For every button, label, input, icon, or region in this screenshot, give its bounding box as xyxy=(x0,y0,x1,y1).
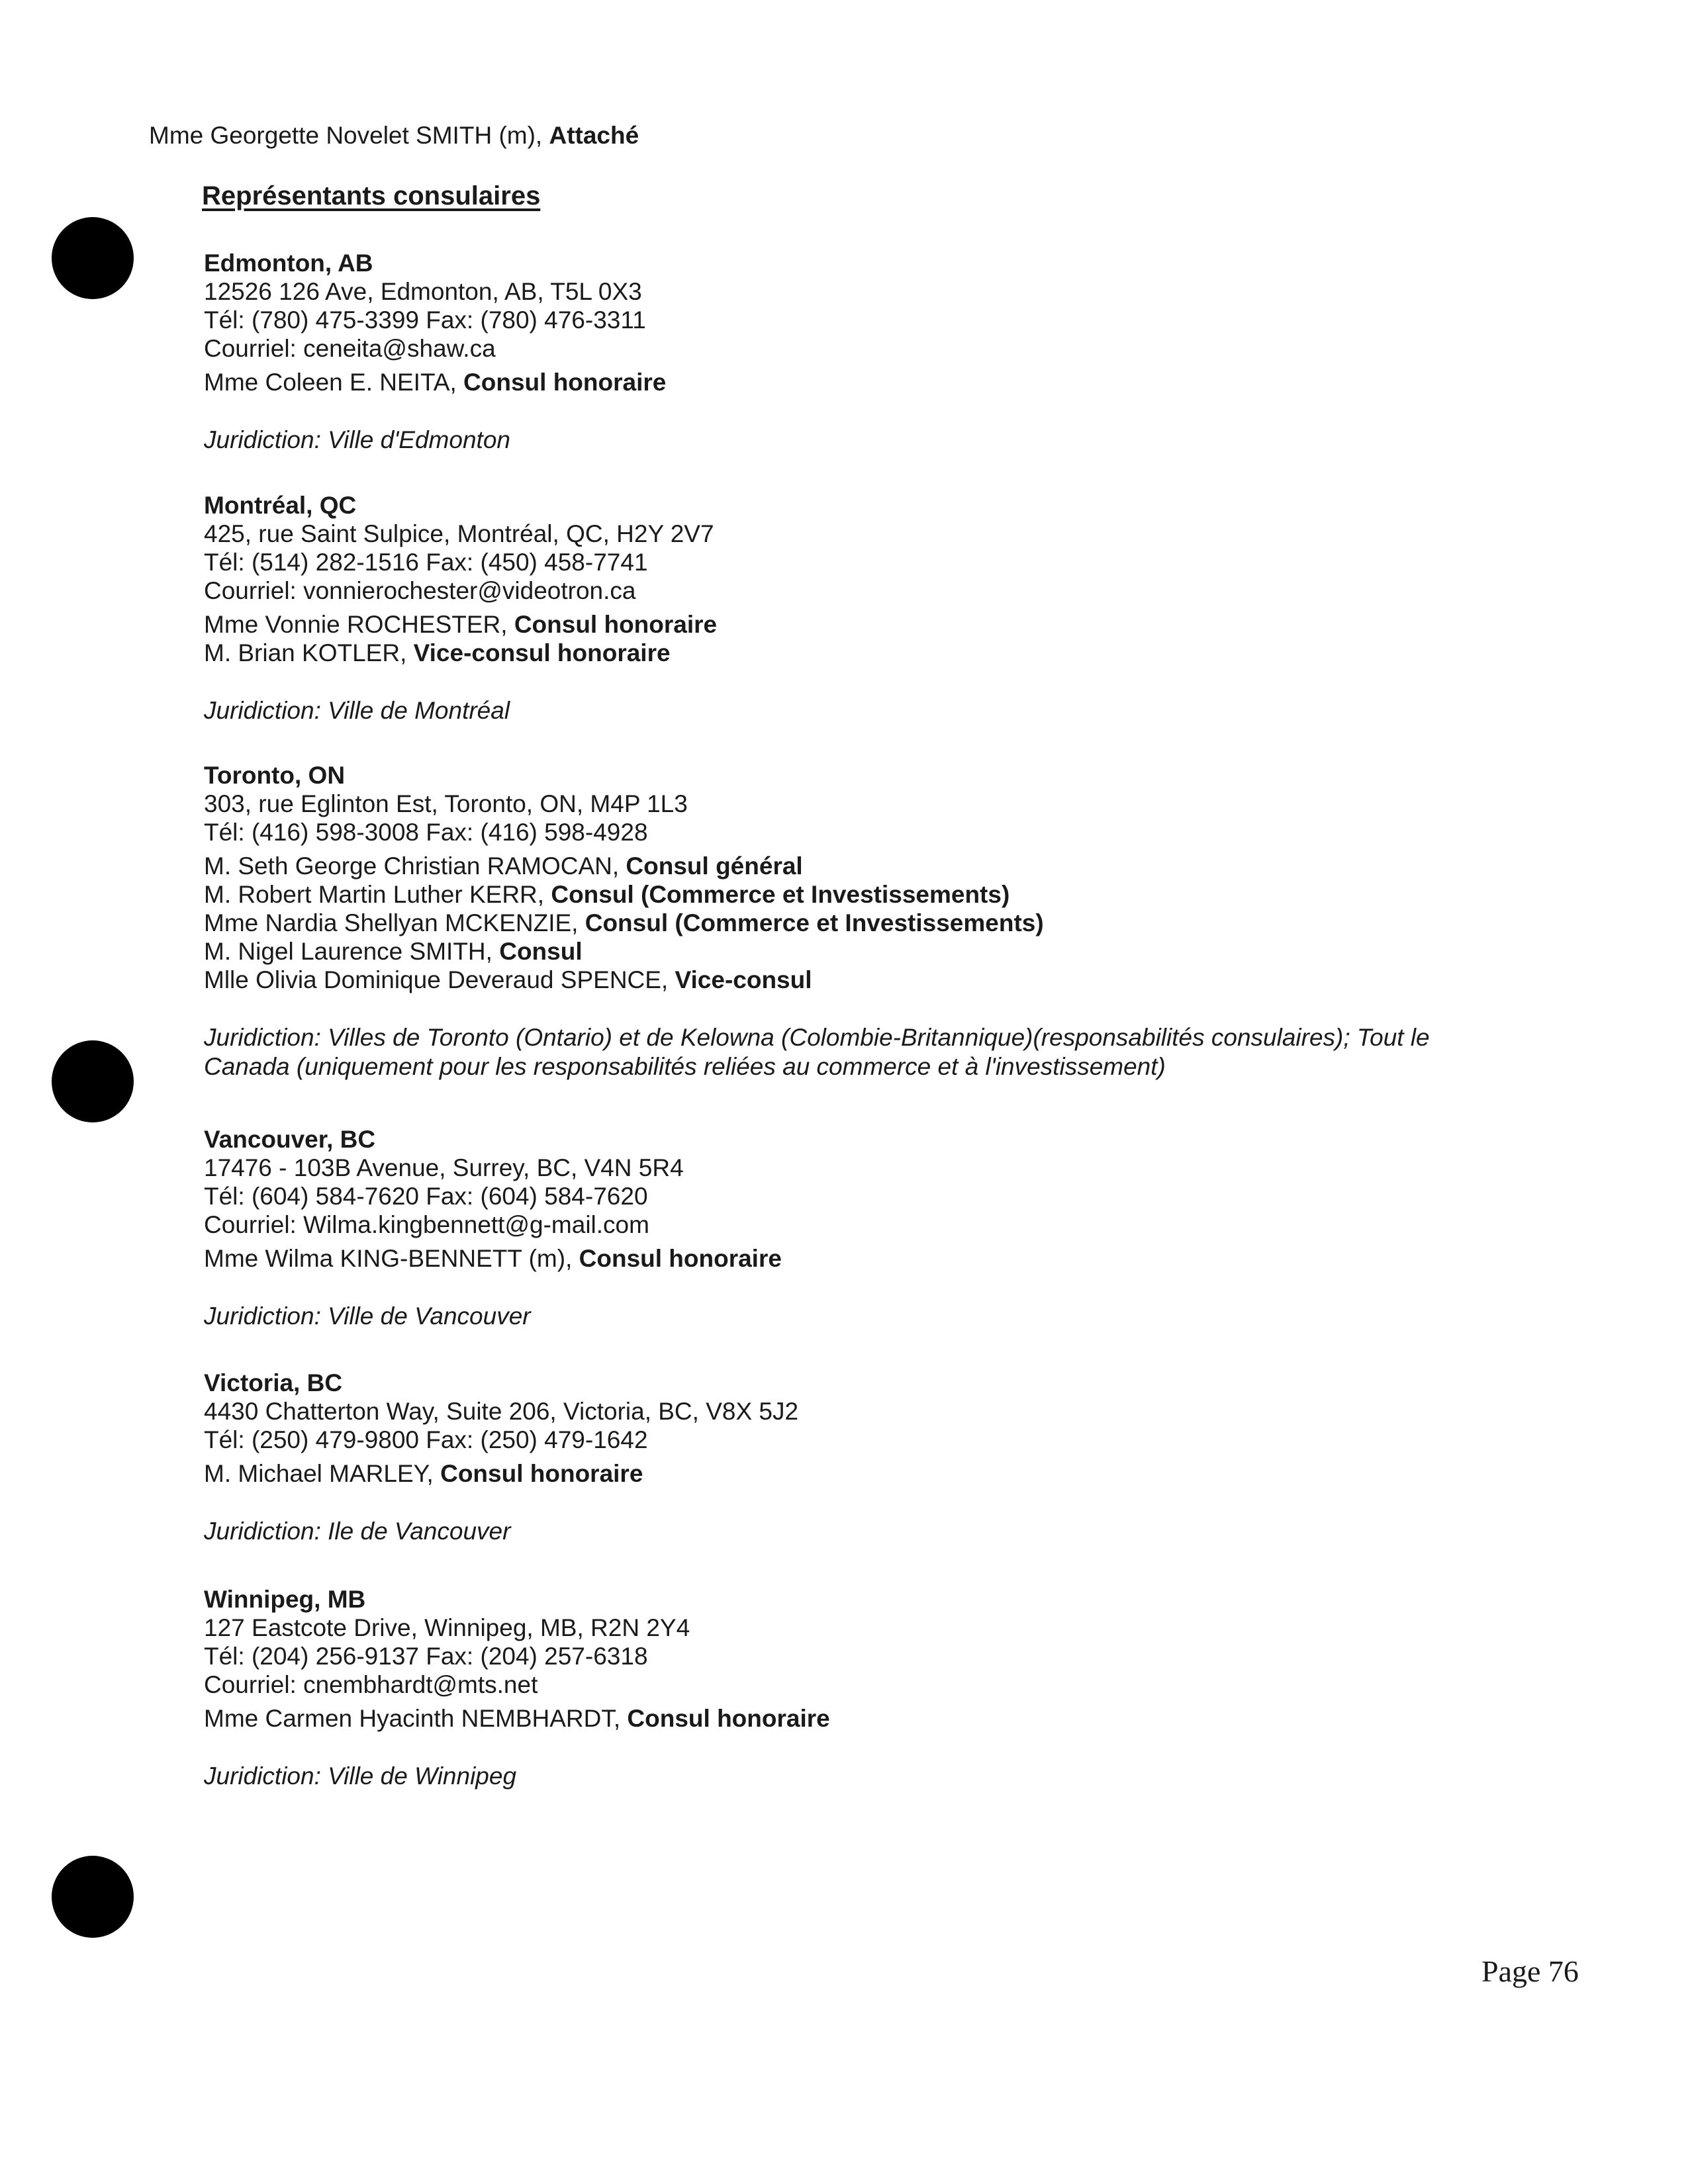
punch-hole-top xyxy=(52,217,134,299)
top-entry xyxy=(149,122,639,150)
city-name: Winnipeg, MB xyxy=(204,1586,366,1613)
person-entry xyxy=(204,639,1528,667)
city-name: Montréal, QC xyxy=(204,492,357,519)
jurisdiction: Juridiction: Ville de Vancouver xyxy=(204,1302,531,1330)
consulate-toronto xyxy=(204,761,1528,1081)
jurisdiction: Juridiction: Ville de Montréal xyxy=(204,697,510,724)
person-title: Consul (Commerce et Investissements) xyxy=(585,909,1044,936)
person-title: Vice-consul honoraire xyxy=(413,639,671,666)
consulate-vancouver xyxy=(204,1125,1528,1331)
person-name: M. Nigel Laurence SMITH, xyxy=(204,938,500,965)
top-entry-name: Mme Georgette Novelet SMITH (m), xyxy=(149,122,549,149)
person-entry xyxy=(204,852,1528,880)
person-name: Mme Nardia Shellyan MCKENZIE, xyxy=(204,909,585,936)
person-title: Consul honoraire xyxy=(440,1460,643,1487)
person-name: M. Michael MARLEY, xyxy=(204,1460,441,1487)
page-number: Page 76 xyxy=(1481,1954,1579,1988)
consulate-montreal xyxy=(204,491,1528,725)
person-entry xyxy=(204,1704,1528,1733)
person-name: M. Robert Martin Luther KERR, xyxy=(204,881,551,908)
consulate-victoria xyxy=(204,1369,1528,1546)
phone-line: Tél: (604) 584-7620 Fax: (604) 584-7620 xyxy=(204,1183,648,1210)
person-title: Consul xyxy=(499,938,583,965)
punch-hole-bottom xyxy=(52,1856,134,1938)
city-name: Edmonton, AB xyxy=(204,250,373,277)
jurisdiction: Juridiction: Ville d'Edmonton xyxy=(204,426,510,453)
address-line: 17476 - 103B Avenue, Surrey, BC, V4N 5R4 xyxy=(204,1154,684,1181)
person-name: Mme Wilma KING-BENNETT (m), xyxy=(204,1245,579,1272)
person-title: Consul honoraire xyxy=(579,1245,782,1272)
consulate-edmonton xyxy=(204,249,1528,455)
city-name: Victoria, BC xyxy=(204,1369,343,1396)
person-name: Mlle Olivia Dominique Deveraud SPENCE, xyxy=(204,966,675,993)
person-entry xyxy=(204,610,1528,639)
punch-hole-middle xyxy=(52,1040,134,1122)
email-line: Courriel: vonnierochester@videotron.ca xyxy=(204,577,636,604)
person-name: Mme Carmen Hyacinth NEMBHARDT, xyxy=(204,1705,628,1732)
address-line: 425, rue Saint Sulpice, Montréal, QC, H2Y 2V7 xyxy=(204,520,714,547)
person-title: Consul honoraire xyxy=(463,369,667,396)
jurisdiction: Juridiction: Ile de Vancouver xyxy=(204,1518,511,1545)
person-title: Vice-consul xyxy=(675,966,812,993)
person-title: Consul honoraire xyxy=(514,611,718,638)
phone-line: Tél: (514) 282-1516 Fax: (450) 458-7741 xyxy=(204,549,648,576)
address-line: 303, rue Eglinton Est, Toronto, ON, M4P 1L3 xyxy=(204,790,688,817)
person-title: Consul honoraire xyxy=(627,1705,830,1732)
phone-line: Tél: (204) 256-9137 Fax: (204) 257-6318 xyxy=(204,1643,648,1670)
person-name: Mme Coleen E. NEITA, xyxy=(204,369,464,396)
person-entry xyxy=(204,909,1528,937)
jurisdiction: Juridiction: Ville de Winnipeg xyxy=(204,1762,517,1790)
city-name: Toronto, ON xyxy=(204,762,346,789)
person-name: M. Brian KOTLER, xyxy=(204,639,414,666)
consulate-winnipeg xyxy=(204,1585,1528,1791)
email-line: Courriel: cnembhardt@mts.net xyxy=(204,1671,538,1698)
person-title: Consul général xyxy=(626,852,803,880)
phone-line: Tél: (250) 479-9800 Fax: (250) 479-1642 xyxy=(204,1426,648,1453)
person-title: Consul (Commerce et Investissements) xyxy=(551,881,1010,908)
top-entry-title: Attaché xyxy=(549,122,639,149)
address-line: 127 Eastcote Drive, Winnipeg, MB, R2N 2Y4 xyxy=(204,1614,690,1641)
person-name: Mme Vonnie ROCHESTER, xyxy=(204,611,514,638)
email-line: Courriel: ceneita@shaw.ca xyxy=(204,335,496,362)
person-name: M. Seth George Christian RAMOCAN, xyxy=(204,852,626,880)
person-entry xyxy=(204,1459,1528,1488)
person-entry xyxy=(204,368,1528,396)
jurisdiction: Juridiction: Villes de Toronto (Ontario) et de Kelowna (Colombie-Britannique)(responsabilités consulaires); Tout le Canada (uniquement pour les responsabilités reliées au commerce et à l'investissement) xyxy=(204,1024,1430,1080)
phone-line: Tél: (416) 598-3008 Fax: (416) 598-4928 xyxy=(204,819,648,846)
address-line: 12526 126 Ave, Edmonton, AB, T5L 0X3 xyxy=(204,278,642,305)
section-heading: Représentants consulaires xyxy=(202,181,541,210)
person-entry xyxy=(204,937,1528,966)
city-name: Vancouver, BC xyxy=(204,1126,376,1153)
address-line: 4430 Chatterton Way, Suite 206, Victoria, BC, V8X 5J2 xyxy=(204,1398,799,1425)
person-entry xyxy=(204,880,1528,909)
phone-line: Tél: (780) 475-3399 Fax: (780) 476-3311 xyxy=(204,306,646,334)
person-entry xyxy=(204,1244,1528,1273)
person-entry xyxy=(204,966,1528,994)
email-line: Courriel: Wilma.kingbennett@g-mail.com xyxy=(204,1211,649,1238)
